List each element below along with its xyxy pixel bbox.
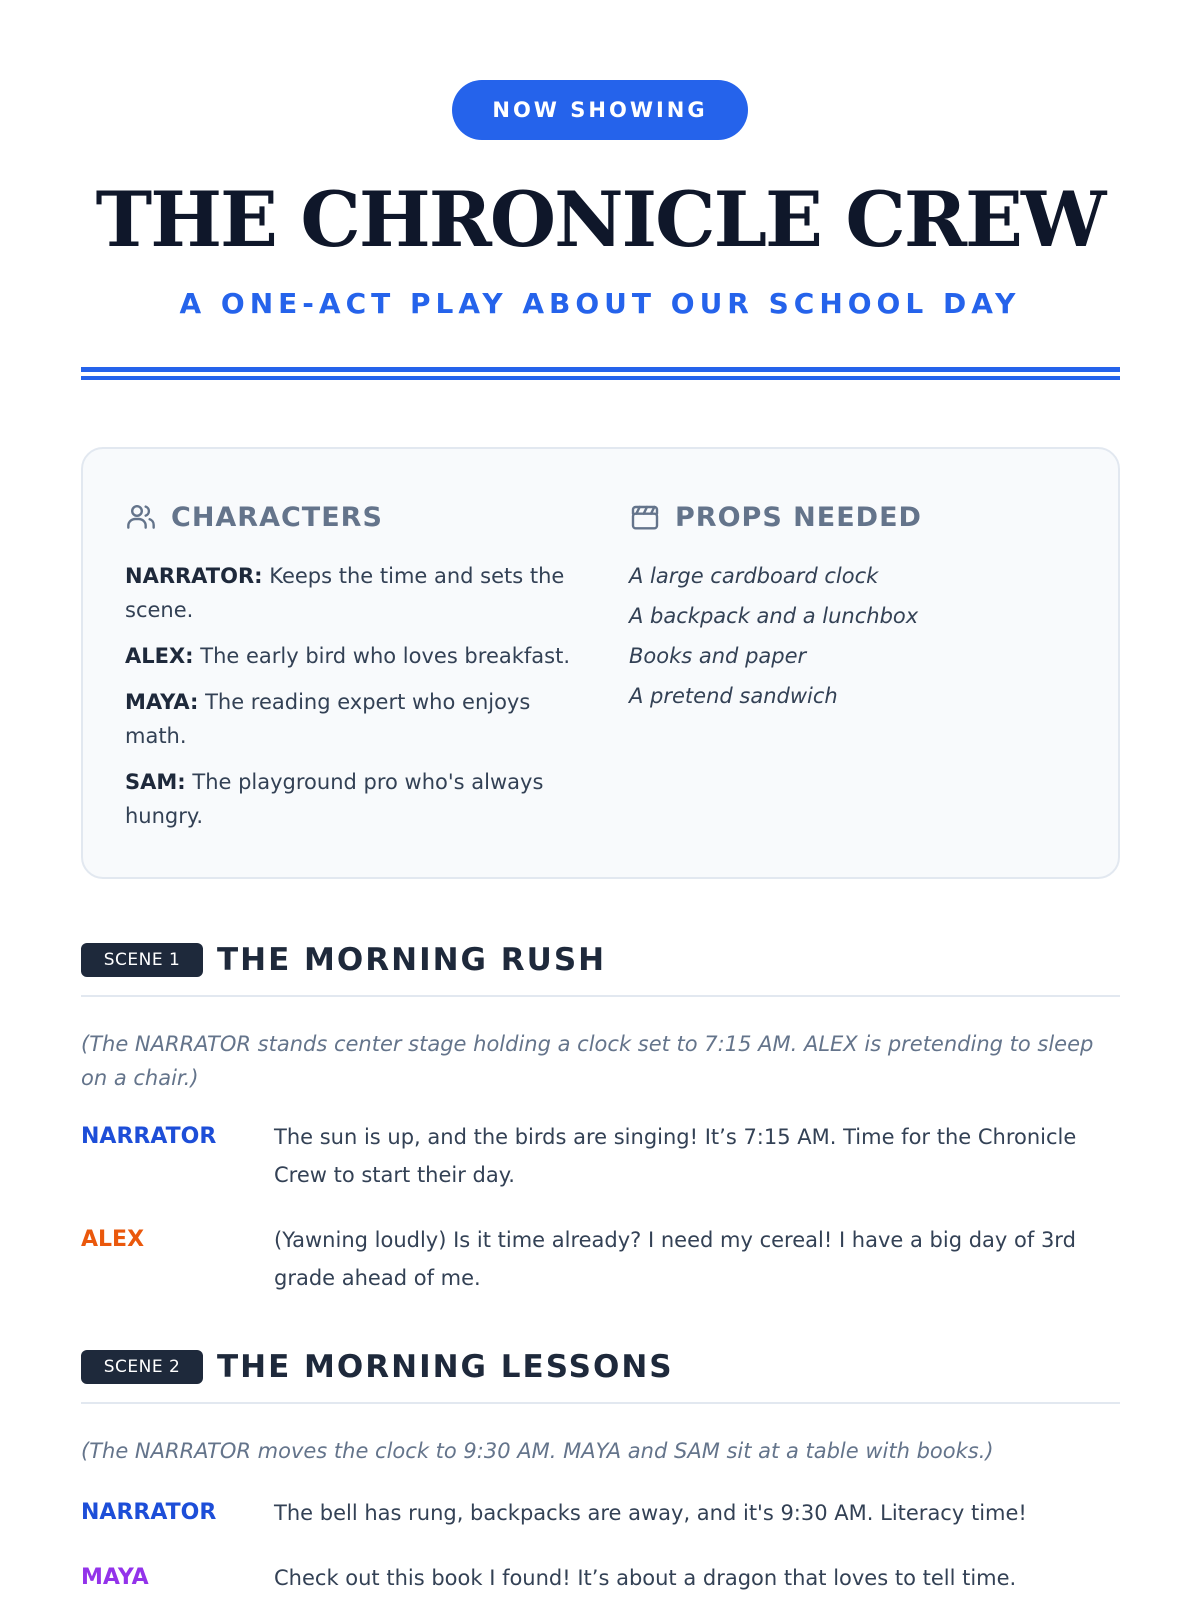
stage-direction: (The NARRATOR moves the clock to 9:30 AM. MAYA and SAM sit at a table with books.) [81, 1439, 994, 1463]
character-desc: The playground pro who's always hungry. [125, 770, 544, 828]
character-name: NARRATOR: [125, 564, 263, 588]
play-title: THE CHRONICLE CREW [95, 175, 1105, 264]
clapperboard-icon [629, 501, 661, 533]
speech-text: The bell has rung, backpacks are away, and it's 9:30 AM. Literacy time! [274, 1501, 1027, 1525]
character-item [125, 559, 575, 627]
now-showing-badge: NOW SHOWING [452, 80, 747, 140]
scene-2-header [81, 1342, 1120, 1404]
header-divider [81, 367, 1120, 381]
speech-text: Check out this book I found! It’s about a dragon that loves to tell time. [274, 1566, 1017, 1590]
character-desc: The reading expert who enjoys math. [125, 690, 531, 748]
character-item [125, 685, 575, 753]
characters-heading: CHARACTERS [171, 501, 383, 533]
prop-item: A large cardboard clock [629, 564, 879, 588]
scene-tag: SCENE 2 [81, 1350, 203, 1384]
scene-1-header [81, 935, 1120, 997]
header-badge-wrap [0, 80, 1200, 140]
character-name: MAYA: [125, 690, 199, 714]
props-column [629, 497, 1079, 719]
scene-title: THE MORNING LESSONS [217, 1349, 674, 1385]
scene-tag: SCENE 1 [81, 943, 203, 977]
stage-direction: (The NARRATOR stands center stage holding a clock set to 7:15 AM. ALEX is pretending to sleep on a chair.) [81, 1032, 1094, 1090]
speaker-name: ALEX [81, 1227, 145, 1252]
props-heading: PROPS NEEDED [675, 501, 922, 533]
prop-item: Books and paper [629, 644, 807, 668]
character-item [125, 639, 575, 673]
speaker-name: NARRATOR [81, 1500, 217, 1525]
character-item [125, 765, 575, 833]
character-name: ALEX: [125, 644, 194, 668]
character-desc: The early bird who loves breakfast. [193, 644, 570, 668]
speaker-name: MAYA [81, 1565, 149, 1590]
prop-item: A pretend sandwich [629, 684, 838, 708]
speech-text: (Yawning loudly) Is it time already? I need my cereal! I have a big day of 3rd grade ahead of me. [274, 1228, 1076, 1290]
users-icon [125, 501, 157, 533]
speaker-name: NARRATOR [81, 1124, 217, 1149]
character-name: SAM: [125, 770, 186, 794]
speech-text: The sun is up, and the birds are singing! It’s 7:15 AM. Time for the Chronicle Crew to start their day. [274, 1125, 1077, 1187]
characters-column [125, 497, 575, 845]
cast-props-card [81, 447, 1120, 879]
character-desc: Keeps the time and sets the scene. [125, 564, 565, 622]
play-subtitle: A ONE-ACT PLAY ABOUT OUR SCHOOL DAY [179, 287, 1021, 320]
prop-item: A backpack and a lunchbox [629, 604, 919, 628]
scene-title: THE MORNING RUSH [217, 942, 607, 978]
